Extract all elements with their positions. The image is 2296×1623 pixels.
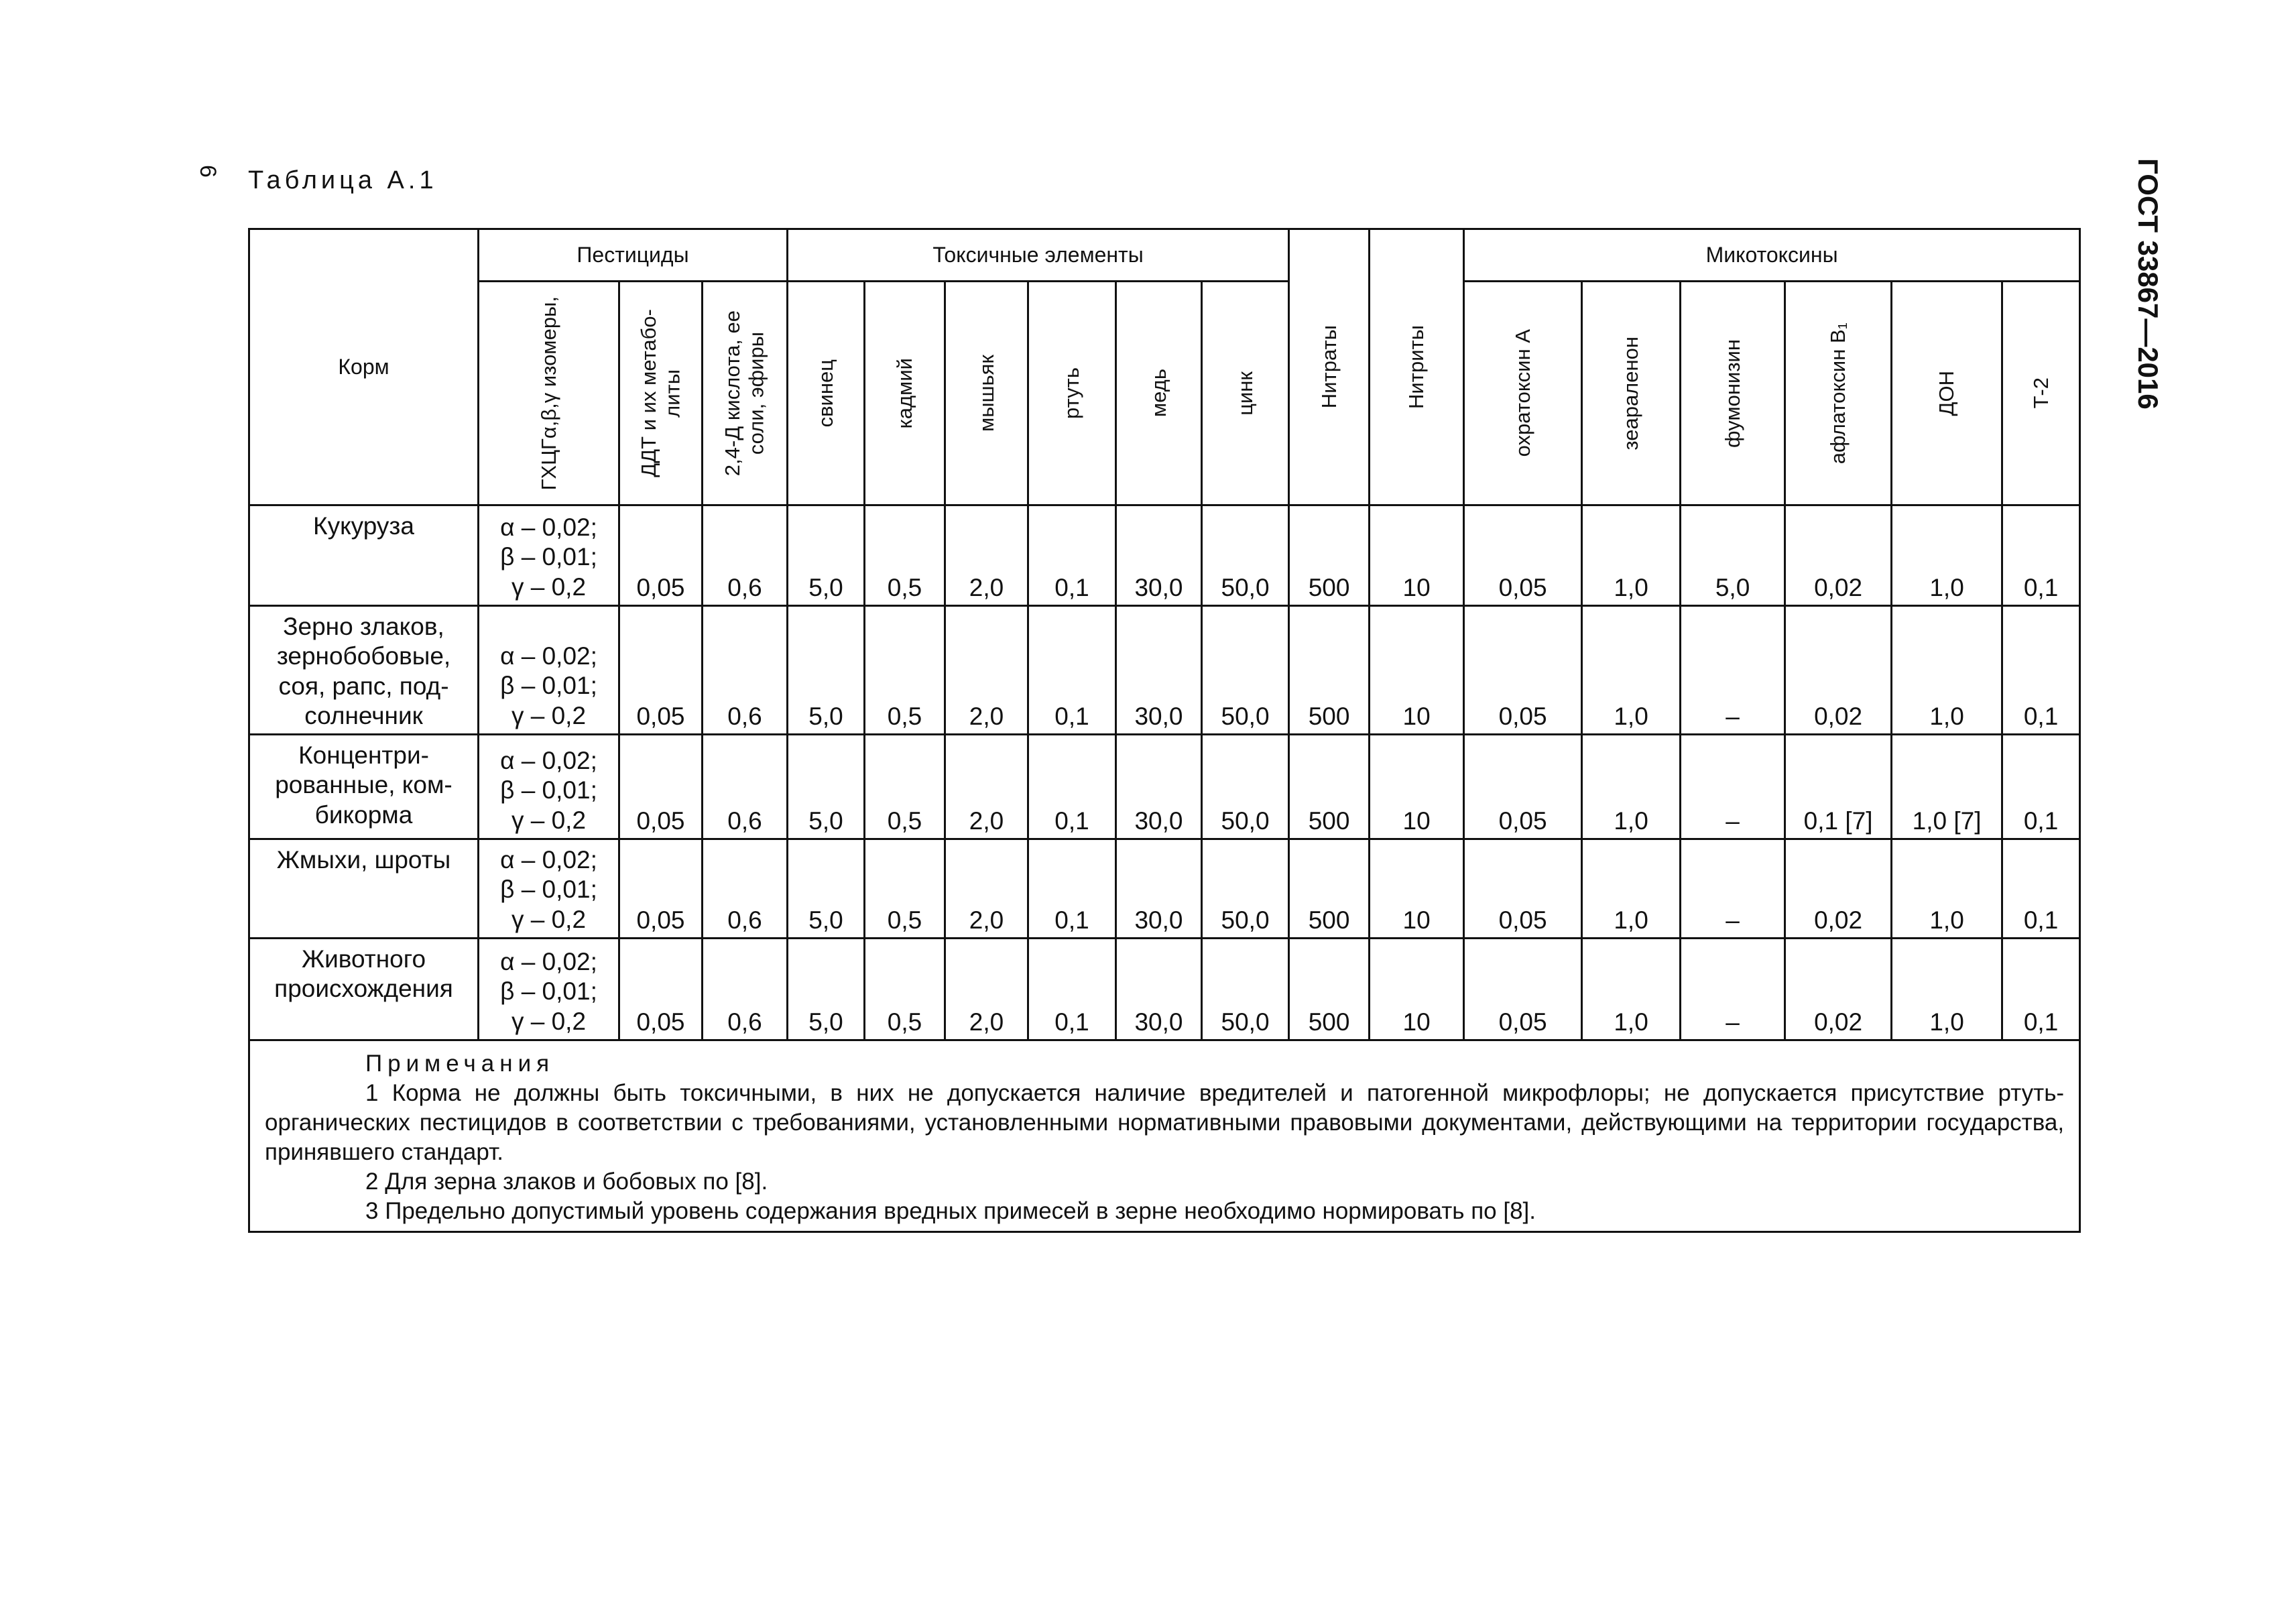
ochratoxin-value-cell: 0,05 <box>1464 606 1582 735</box>
nitrates-value-cell: 500 <box>1289 606 1370 735</box>
aflatoxin-value-cell: 0,02 <box>1785 839 1892 939</box>
zearalenone-value-cell: 1,0 <box>1582 735 1681 839</box>
copper-value-cell: 30,0 <box>1116 606 1202 735</box>
t2-value-cell: 0,1 <box>2002 939 2080 1040</box>
feed-safety-table <box>248 228 2081 1233</box>
nitrites-value-cell: 10 <box>1370 839 1464 939</box>
hch-isomer-value: α – 0,02; <box>500 746 597 774</box>
zinc-value-cell: 50,0 <box>1202 606 1289 735</box>
d24-value-cell: 0,6 <box>703 606 788 735</box>
hch-isomer-value: γ – 0,2 <box>511 1007 587 1035</box>
ochratoxin-value-cell: 0,05 <box>1464 839 1582 939</box>
aflatoxin-value-cell: 0,02 <box>1785 939 1892 1040</box>
table-row <box>249 939 2080 1040</box>
ddt-value-cell: 0,05 <box>619 735 703 839</box>
hch-isomers-cell <box>479 606 619 735</box>
header-fumonisin: фумонизин <box>1681 282 1785 505</box>
header-lead: свинец <box>788 282 865 505</box>
table-row <box>249 839 2080 939</box>
fumonisin-value-cell: – <box>1681 606 1785 735</box>
nitrates-value-cell: 500 <box>1289 839 1370 939</box>
t2-value-cell: 0,1 <box>2002 505 2080 606</box>
ddt-value-cell: 0,05 <box>619 505 703 606</box>
lead-value-cell: 5,0 <box>788 505 865 606</box>
nitrates-value-cell: 500 <box>1289 939 1370 1040</box>
don-value-cell: 1,0 <box>1892 839 2002 939</box>
zinc-value-cell: 50,0 <box>1202 839 1289 939</box>
feed-name-cell: Жмыхи, шроты <box>249 839 479 939</box>
note-item: 2 Для зерна злаков и бобовых по [8]. <box>365 1168 768 1195</box>
copper-value-cell: 30,0 <box>1116 735 1202 839</box>
header-nitrites: Нитриты <box>1370 229 1464 505</box>
cadmium-value-cell: 0,5 <box>865 505 945 606</box>
hch-isomer-value: β – 0,01; <box>500 876 597 904</box>
table-row <box>249 735 2080 839</box>
hch-isomer-value: α – 0,02; <box>500 845 597 874</box>
hch-isomers-cell <box>479 505 619 606</box>
hch-isomer-value: α – 0,02; <box>500 642 597 670</box>
mercury-value-cell: 0,1 <box>1028 735 1116 839</box>
hch-isomers-cell <box>479 939 619 1040</box>
hch-isomer-value: γ – 0,2 <box>511 573 587 601</box>
hch-isomer-value: β – 0,01; <box>500 977 597 1006</box>
header-24d: 2,4-Д кислота, ее соли, эфиры <box>703 282 788 505</box>
ochratoxin-value-cell: 0,05 <box>1464 735 1582 839</box>
aflatoxin-value-cell: 0,02 <box>1785 505 1892 606</box>
header-mycotoxins: Микотоксины <box>1464 229 2080 282</box>
ddt-value-cell: 0,05 <box>619 839 703 939</box>
nitrites-value-cell: 10 <box>1370 939 1464 1040</box>
arsenic-value-cell: 2,0 <box>945 505 1028 606</box>
mercury-value-cell: 0,1 <box>1028 505 1116 606</box>
t2-value-cell: 0,1 <box>2002 839 2080 939</box>
arsenic-value-cell: 2,0 <box>945 839 1028 939</box>
hch-isomer-value: γ – 0,2 <box>511 701 587 729</box>
aflatoxin-value-cell: 0,02 <box>1785 606 1892 735</box>
header-zearalenone: зеараленон <box>1582 282 1681 505</box>
header-ochratoxin: охратоксин А <box>1464 282 1582 505</box>
lead-value-cell: 5,0 <box>788 735 865 839</box>
nitrates-value-cell: 500 <box>1289 505 1370 606</box>
copper-value-cell: 30,0 <box>1116 505 1202 606</box>
header-arsenic: мышьяк <box>945 282 1028 505</box>
zearalenone-value-cell: 1,0 <box>1582 606 1681 735</box>
header-aflatoxin: афлатоксин $В_1$ <box>1785 282 1892 505</box>
copper-value-cell: 30,0 <box>1116 939 1202 1040</box>
zearalenone-value-cell: 1,0 <box>1582 939 1681 1040</box>
nitrates-value-cell: 500 <box>1289 735 1370 839</box>
note-item: 1 Корма не должны быть токсичными, в них не допускается наличие вредителей и патогенной микрофлоры; не допускается присутствие ртуть-органических пестицидов в соответствии с требованиями, установленными нормативными правовыми документами, действующими на территории государства, принявшего стандарт. <box>265 1080 2065 1166</box>
nitrites-value-cell: 10 <box>1370 505 1464 606</box>
mercury-value-cell: 0,1 <box>1028 839 1116 939</box>
nitrites-value-cell: 10 <box>1370 606 1464 735</box>
table-row <box>249 505 2080 606</box>
lead-value-cell: 5,0 <box>788 606 865 735</box>
hch-isomer-value: γ – 0,2 <box>511 905 587 933</box>
cadmium-value-cell: 0,5 <box>865 839 945 939</box>
aflatoxin-value-cell: 0,1 [7] <box>1785 735 1892 839</box>
cadmium-value-cell: 0,5 <box>865 939 945 1040</box>
zearalenone-value-cell: 1,0 <box>1582 505 1681 606</box>
arsenic-value-cell: 2,0 <box>945 606 1028 735</box>
table-caption: Таблица А.1 <box>248 166 438 194</box>
header-zinc: цинк <box>1202 282 1289 505</box>
feed-name-cell: Кукуруза <box>249 505 479 606</box>
mercury-value-cell: 0,1 <box>1028 939 1116 1040</box>
fumonisin-value-cell: 5,0 <box>1681 505 1785 606</box>
header-hch: ГХЦГα,β,γ изомеры, <box>479 282 619 505</box>
fumonisin-value-cell: – <box>1681 939 1785 1040</box>
t2-value-cell: 0,1 <box>2002 606 2080 735</box>
notes-title: Примечания <box>365 1050 555 1077</box>
fumonisin-value-cell: – <box>1681 839 1785 939</box>
cadmium-value-cell: 0,5 <box>865 606 945 735</box>
header-nitrates: Нитраты <box>1289 229 1370 505</box>
nitrites-value-cell: 10 <box>1370 735 1464 839</box>
don-value-cell: 1,0 <box>1892 505 2002 606</box>
feed-name-cell: Зерно злаков, зернобобовые, соя, рапс, под- солнечник <box>249 606 479 735</box>
t2-value-cell: 0,1 <box>2002 735 2080 839</box>
don-value-cell: 1,0 <box>1892 606 2002 735</box>
copper-value-cell: 30,0 <box>1116 839 1202 939</box>
arsenic-value-cell: 2,0 <box>945 939 1028 1040</box>
ddt-value-cell: 0,05 <box>619 939 703 1040</box>
fumonisin-value-cell: – <box>1681 735 1785 839</box>
header-feed: Корм <box>249 229 479 505</box>
lead-value-cell: 5,0 <box>788 939 865 1040</box>
ddt-value-cell: 0,05 <box>619 606 703 735</box>
zearalenone-value-cell: 1,0 <box>1582 839 1681 939</box>
don-value-cell: 1,0 <box>1892 939 2002 1040</box>
table-row <box>249 606 2080 735</box>
hch-isomer-value: β – 0,01; <box>500 672 597 700</box>
header-mercury: ртуть <box>1028 282 1116 505</box>
hch-isomer-value: β – 0,01; <box>500 543 597 571</box>
ochratoxin-value-cell: 0,05 <box>1464 939 1582 1040</box>
arsenic-value-cell: 2,0 <box>945 735 1028 839</box>
d24-value-cell: 0,6 <box>703 505 788 606</box>
d24-value-cell: 0,6 <box>703 735 788 839</box>
hch-isomer-value: α – 0,02; <box>500 947 597 975</box>
document-designation: ГОСТ 33867—2016 <box>2132 158 2164 410</box>
hch-isomer-value: β – 0,01; <box>500 776 597 804</box>
page-number: 6 <box>194 165 221 178</box>
d24-value-cell: 0,6 <box>703 939 788 1040</box>
ochratoxin-value-cell: 0,05 <box>1464 505 1582 606</box>
hch-isomers-cell <box>479 839 619 939</box>
zinc-value-cell: 50,0 <box>1202 735 1289 839</box>
header-toxic-elements: Токсичные элементы <box>788 229 1289 282</box>
cadmium-value-cell: 0,5 <box>865 735 945 839</box>
mercury-value-cell: 0,1 <box>1028 606 1116 735</box>
zinc-value-cell: 50,0 <box>1202 939 1289 1040</box>
hch-isomers-cell <box>479 735 619 839</box>
header-ddt: ДДТ и их метабо- литы <box>619 282 703 505</box>
zinc-value-cell: 50,0 <box>1202 505 1289 606</box>
header-t2: Т-2 <box>2002 282 2080 505</box>
header-copper: медь <box>1116 282 1202 505</box>
header-don: ДОН <box>1892 282 2002 505</box>
hch-isomer-value: α – 0,02; <box>500 513 597 541</box>
header-pesticides: Пестициды <box>479 229 788 282</box>
hch-isomer-value: γ – 0,2 <box>511 806 587 834</box>
feed-name-cell: Животного происхождения <box>249 939 479 1040</box>
feed-name-cell: Концентри- рованные, ком- бикорма <box>249 735 479 839</box>
d24-value-cell: 0,6 <box>703 839 788 939</box>
note-item: 3 Предельно допустимый уровень содержания вредных примесей в зерне необходимо нормировать по [8]. <box>365 1198 1536 1225</box>
don-value-cell: 1,0 [7] <box>1892 735 2002 839</box>
table-notes <box>249 1040 2080 1232</box>
lead-value-cell: 5,0 <box>788 839 865 939</box>
header-cadmium: кадмий <box>865 282 945 505</box>
